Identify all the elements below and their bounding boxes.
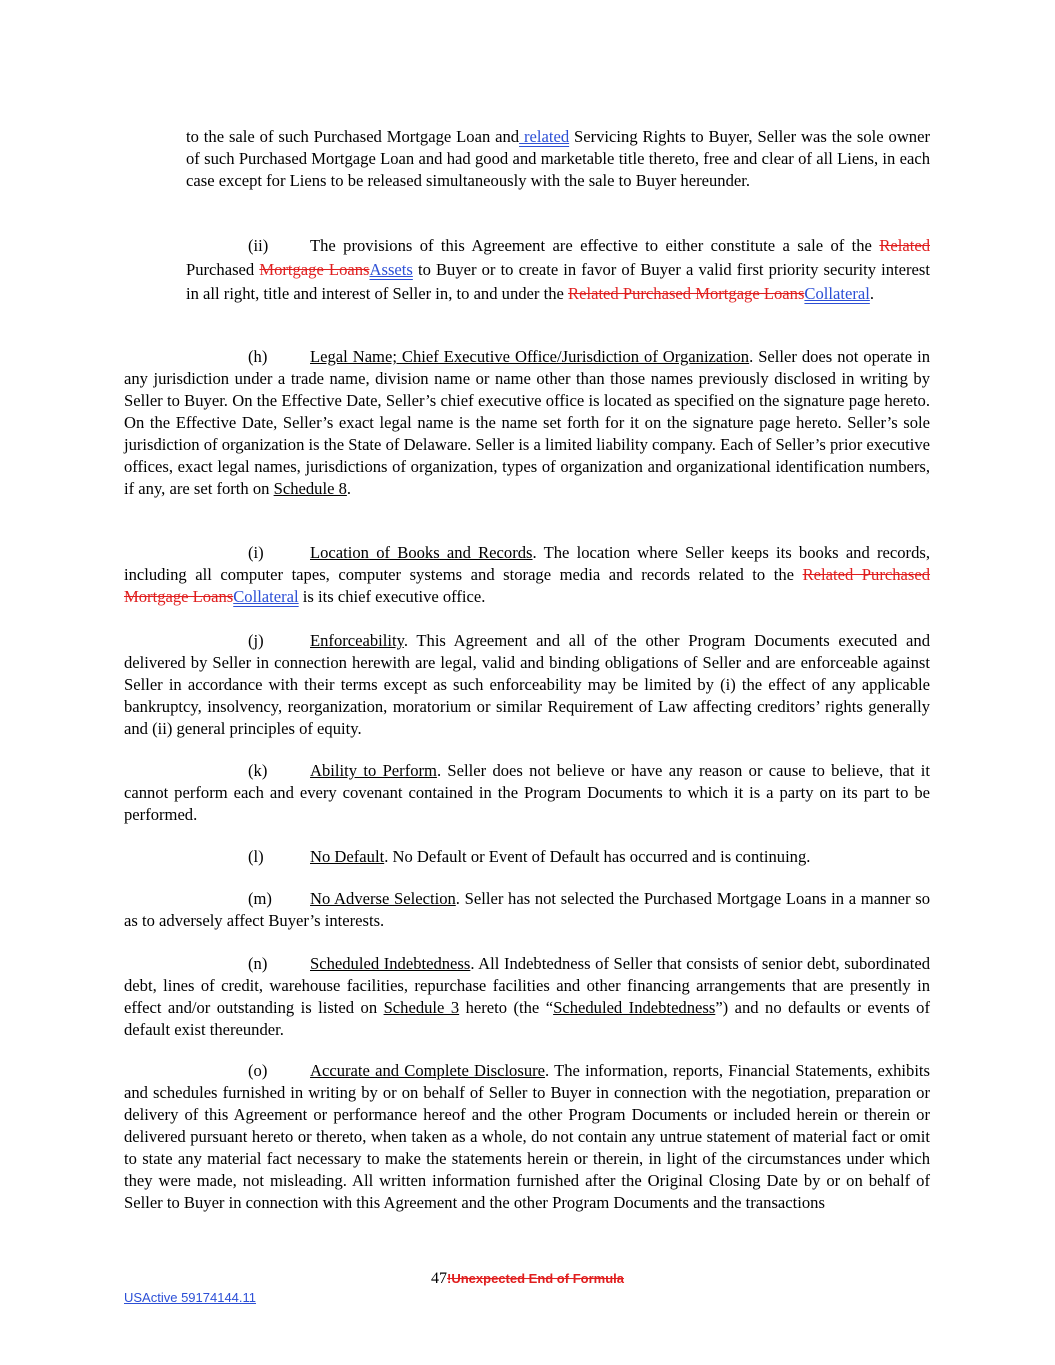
deletion-related-purchased-mortgage-loans: Related Purchased Mortgage Loans (568, 284, 805, 303)
text-run: . Seller does not operate in any jurisdiction under a trade name, division name or name other than those names previously disclosed in writing by Seller to Buyer. On the Effective Date, Seller’s chief executive office is located as specified on the signature page hereto. On the Effective Date, Seller’s exact legal name is the name set forth for it on the signature page hereto. Seller’s sole jurisdiction of organization is the State of Delaware. Seller is a limited liability company. Each of Seller’s prior executive offices, exact legal names, jurisdictions of organization, types of organization and organizational identification numbers, if any, are set forth on (124, 347, 930, 498)
clause-ii (186, 234, 930, 306)
text-run: to Buyer or to create in favor of Buyer a valid first priority security interest in all right, title and interest of Seller in, to and under the (186, 260, 930, 303)
section-number: (l) (248, 847, 264, 866)
text-run: hereto (the “ (459, 998, 554, 1017)
text-run: . The information, reports, Financial Statements, exhibits and schedules furnished in writing by or on behalf of Seller to Buyer in connection with the negotiation, preparation or delivery of this Agreement or performance hereof and the other Program Documents or included herein or therein or delivered pursuant hereto or thereto, when taken as a whole, do not contain any untrue statement of material fact or omit to state any material fact necessary to make the statements herein or therein, in light of the circumstances under which they were made, not misleading. All written information furnished after the Original Closing Date by or on behalf of Seller to Buyer in connection with this Agreement and the other Program Documents and the transactions (124, 1061, 930, 1212)
insertion-collateral: Collateral (804, 284, 870, 303)
text-run: . No Default or Event of Default has occurred and is continuing. (384, 847, 811, 866)
section-i (124, 542, 930, 608)
text-run: to the sale of such Purchased Mortgage Loan and (186, 127, 520, 146)
continuation-paragraph (186, 126, 930, 192)
section-heading: Accurate and Complete Disclosure (310, 1061, 546, 1080)
text-run: . (346, 479, 352, 498)
section-number: (k) (248, 761, 268, 780)
schedule-reference: Schedule 3 (383, 998, 460, 1017)
section-l (124, 846, 930, 868)
section-number: (o) (248, 1061, 268, 1080)
section-number: (m) (248, 889, 272, 908)
page-number: 47 (431, 1270, 448, 1287)
section-heading: No Default (310, 847, 385, 866)
section-heading: Legal Name; Chief Executive Office/Jurisdiction of Organization (310, 347, 750, 366)
defined-term: Scheduled Indebtedness (553, 998, 716, 1017)
formula-error-text: !Unexpected End of Formula (447, 1271, 624, 1286)
document-id: USActive 59174144.11 (124, 1290, 257, 1305)
section-h (124, 346, 930, 500)
section-number: (i) (248, 543, 264, 562)
schedule-reference: Schedule 8 (273, 479, 347, 498)
text-run: . (869, 284, 875, 303)
section-m (124, 888, 930, 932)
clause-number: (ii) (248, 236, 269, 255)
text-run: Purchased (186, 260, 260, 279)
section-n (124, 953, 930, 1041)
insertion-collateral: Collateral (233, 587, 299, 606)
text-run: . Seller does not believe or have any reason or cause to believe, that it cannot perform each and every covenant contained in the Program Documents to which it is a party on its part to be performed. (124, 761, 930, 824)
text-run: . All Indebtedness of Seller that consists of senior debt, subordinated debt, lines of credit, warehouse facilities, repurchase facilities and other financing arrangements that are presently in effect and/or outstanding is listed on (124, 954, 930, 1017)
insertion-related: related (519, 127, 570, 146)
section-j (124, 630, 930, 740)
deletion-related: Related (879, 236, 930, 255)
deletion-mortgage-loans: Mortgage Loans (259, 260, 370, 279)
text-run: . This Agreement and all of the other Program Documents executed and delivered by Seller in connection herewith are legal, valid and binding obligations of Seller and are enforceable against Seller in accordance with their terms except as such enforceability may be limited by (i) the effect of any applicable bankruptcy, insolvency, reorganization, moratorium or similar Requirement of Law affecting creditors’ rights generally and (ii) general principles of equity. (124, 631, 930, 738)
text-run: The provisions of this Agreement are effective to either constitute a sale of the (310, 236, 872, 255)
insertion-assets: Assets (369, 260, 413, 279)
section-o (124, 1060, 930, 1214)
text-run: Servicing Rights to Buyer, Seller was the sole owner of such Purchased Mortgage Loan and had good and marketable title thereto, free and clear of all Liens, in each case except for Liens to be released simultaneously with the sale to Buyer hereunder. (186, 127, 930, 190)
section-heading: Scheduled Indebtedness (310, 954, 471, 973)
section-number: (j) (248, 631, 264, 650)
section-heading: Enforceability (310, 631, 404, 650)
text-run: is its chief executive office. (298, 587, 486, 606)
section-heading: Location of Books and Records (310, 543, 533, 562)
text-run: ”) and no defaults or events of default exist thereunder. (124, 998, 930, 1039)
text-run: . The location where Seller keeps its books and records, including all computer tapes, computer systems and storage media and records related to the (124, 543, 930, 584)
text-run: . Seller has not selected the Purchased Mortgage Loans in a manner so as to adversely affect Buyer’s interests. (124, 889, 931, 930)
section-k (124, 760, 930, 826)
deletion-related-purchased-mortgage-loans: Related Purchased Mortgage Loans (124, 565, 931, 606)
section-number: (n) (248, 954, 268, 973)
section-heading: No Adverse Selection (310, 889, 456, 908)
section-heading: Ability to Perform (310, 761, 437, 780)
section-number: (h) (248, 347, 268, 366)
